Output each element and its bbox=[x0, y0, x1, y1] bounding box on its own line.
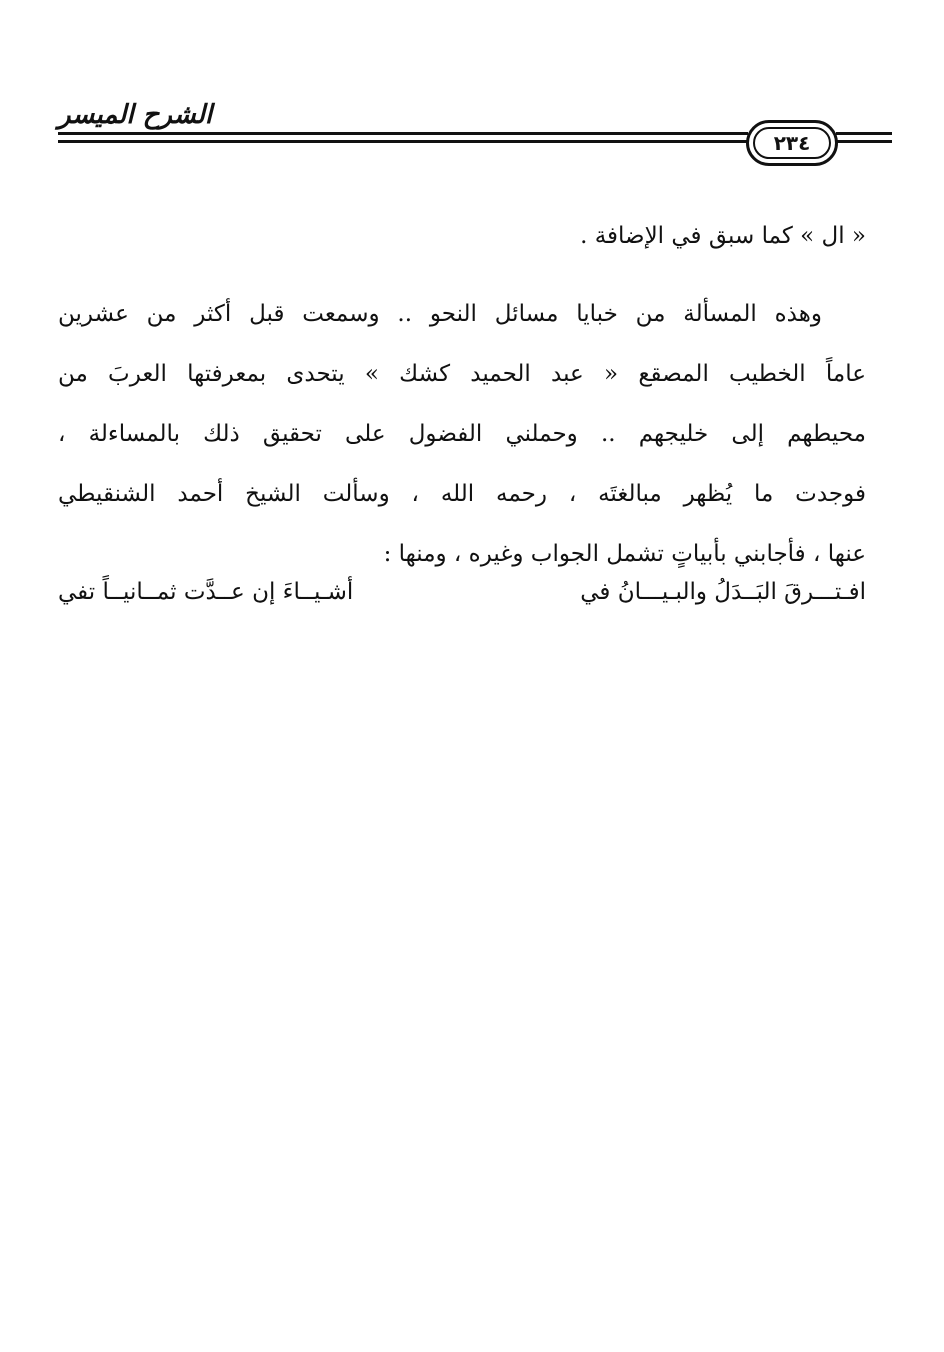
text-line: محيطهم إلى خليجهم .. وحملني الفضول على تحقيق ذلك بالمساءلة ، bbox=[58, 421, 866, 447]
running-header bbox=[58, 96, 892, 166]
text-line: فوجدت ما يُظهر مبالغتَه ، رحمه الله ، وسألت الشيخ أحمد الشنقيطي bbox=[58, 481, 866, 507]
page-number-frame bbox=[746, 120, 838, 166]
text-line: وهذه المسألة من خبايا مسائل النحو .. وسمعت قبل أكثر من عشرين bbox=[58, 301, 822, 327]
header-rule-top-right bbox=[836, 132, 892, 135]
header-rule-bottom bbox=[58, 140, 748, 143]
header-rule-top bbox=[58, 132, 748, 135]
text-line: « ال » كما سبق في الإضافة . bbox=[580, 223, 866, 249]
paragraph-1 bbox=[58, 206, 866, 266]
verse-second-hemistich: أشـيــاءَ إن عــدَّت ثمــانيــاً تفي bbox=[58, 579, 354, 605]
header-rule-bottom-right bbox=[836, 140, 892, 143]
verse-first-hemistich: افـتـــرقَ البَــدَلُ والبـيـــانُ في bbox=[580, 579, 866, 605]
book-title: الشرح الميسر bbox=[58, 100, 213, 130]
body-text bbox=[58, 206, 866, 584]
verse-line bbox=[58, 562, 866, 622]
text-line: عاماً الخطيب المصقع « عبد الحميد كشك » يتحدى بمعرفتها العربَ من bbox=[58, 361, 866, 387]
text-line: عنها ، فأجابني بأبياتٍ تشمل الجواب وغيره ، ومنها : bbox=[383, 541, 866, 567]
paragraph-gap bbox=[58, 266, 866, 284]
page-number: ٢٣٤ bbox=[753, 127, 831, 159]
paragraph-2 bbox=[58, 284, 866, 584]
